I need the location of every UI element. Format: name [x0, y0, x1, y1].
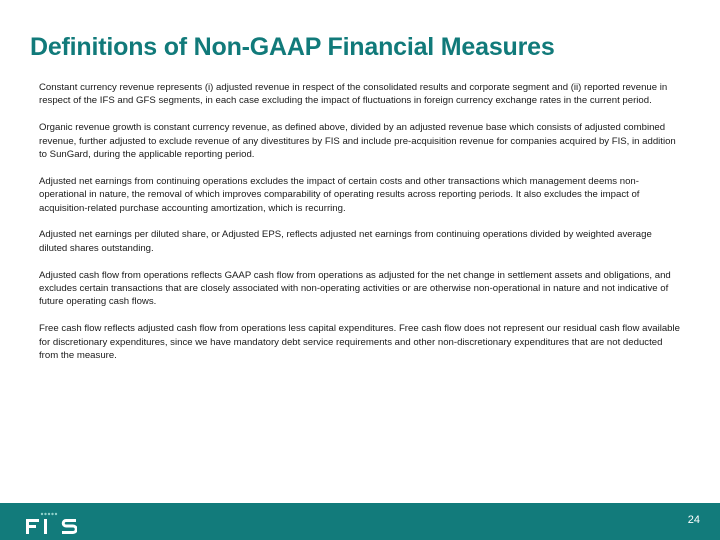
- adjusted-eps-definition: Adjusted net earnings per diluted share, or Adjusted EPS, reflects adjusted net earnings from continuing operations divided by weighted average diluted shares outstanding.: [39, 229, 652, 254]
- adjusted-net-earnings-definition: Adjusted net earnings from continuing operations excludes the impact of certain costs and other transactions which management deems non-operational in nature, the removal of which improves comparability of operating results across reporting periods. It also excludes the impact of acquisition-related purchase accounting amortization, which is recurring.: [39, 175, 640, 214]
- slide-title: Definitions of Non-GAAP Financial Measures: [30, 33, 555, 61]
- fis-logo-icon: [25, 511, 77, 535]
- footer-bar: [0, 503, 720, 540]
- constant-currency-revenue-definition: Constant currency revenue represents (i) adjusted revenue in respect of the consolidated results and corporate segment and (ii) reported revenue in respect of the IFS and GFS segments, in each case excluding the impact of fluctuations in foreign currency exchange rates in the current period.: [39, 82, 668, 107]
- organic-revenue-growth-definition: Organic revenue growth is constant currency revenue, as defined above, divided by an adjusted revenue base which consists of adjusted combined revenue, further adjusted to exclude revenue of any divestitures by FIS and include pre-acquisition revenue for companies acquired by FIS, in addition to SunGard, during the applicable reporting period.: [39, 122, 676, 161]
- adjusted-cash-flow-definition: Adjusted cash flow from operations reflects GAAP cash flow from operations as adjusted for the net change in settlement assets and obligations, and excludes certain transactions that are closely associated with non-operating activities or are otherwise non-operational in nature and not indicative of future operating cash flows.: [39, 269, 671, 308]
- definitions-body: [39, 81, 681, 376]
- page-number: 24: [687, 514, 700, 526]
- free-cash-flow-definition: Free cash flow reflects adjusted cash flow from operations less capital expenditures. Free cash flow does not represent our residual cash flow available for discretionary expenditures, since we have mandatory debt service requirements and other non-discretionary expenditures that are not deducted from the measure.: [39, 323, 680, 362]
